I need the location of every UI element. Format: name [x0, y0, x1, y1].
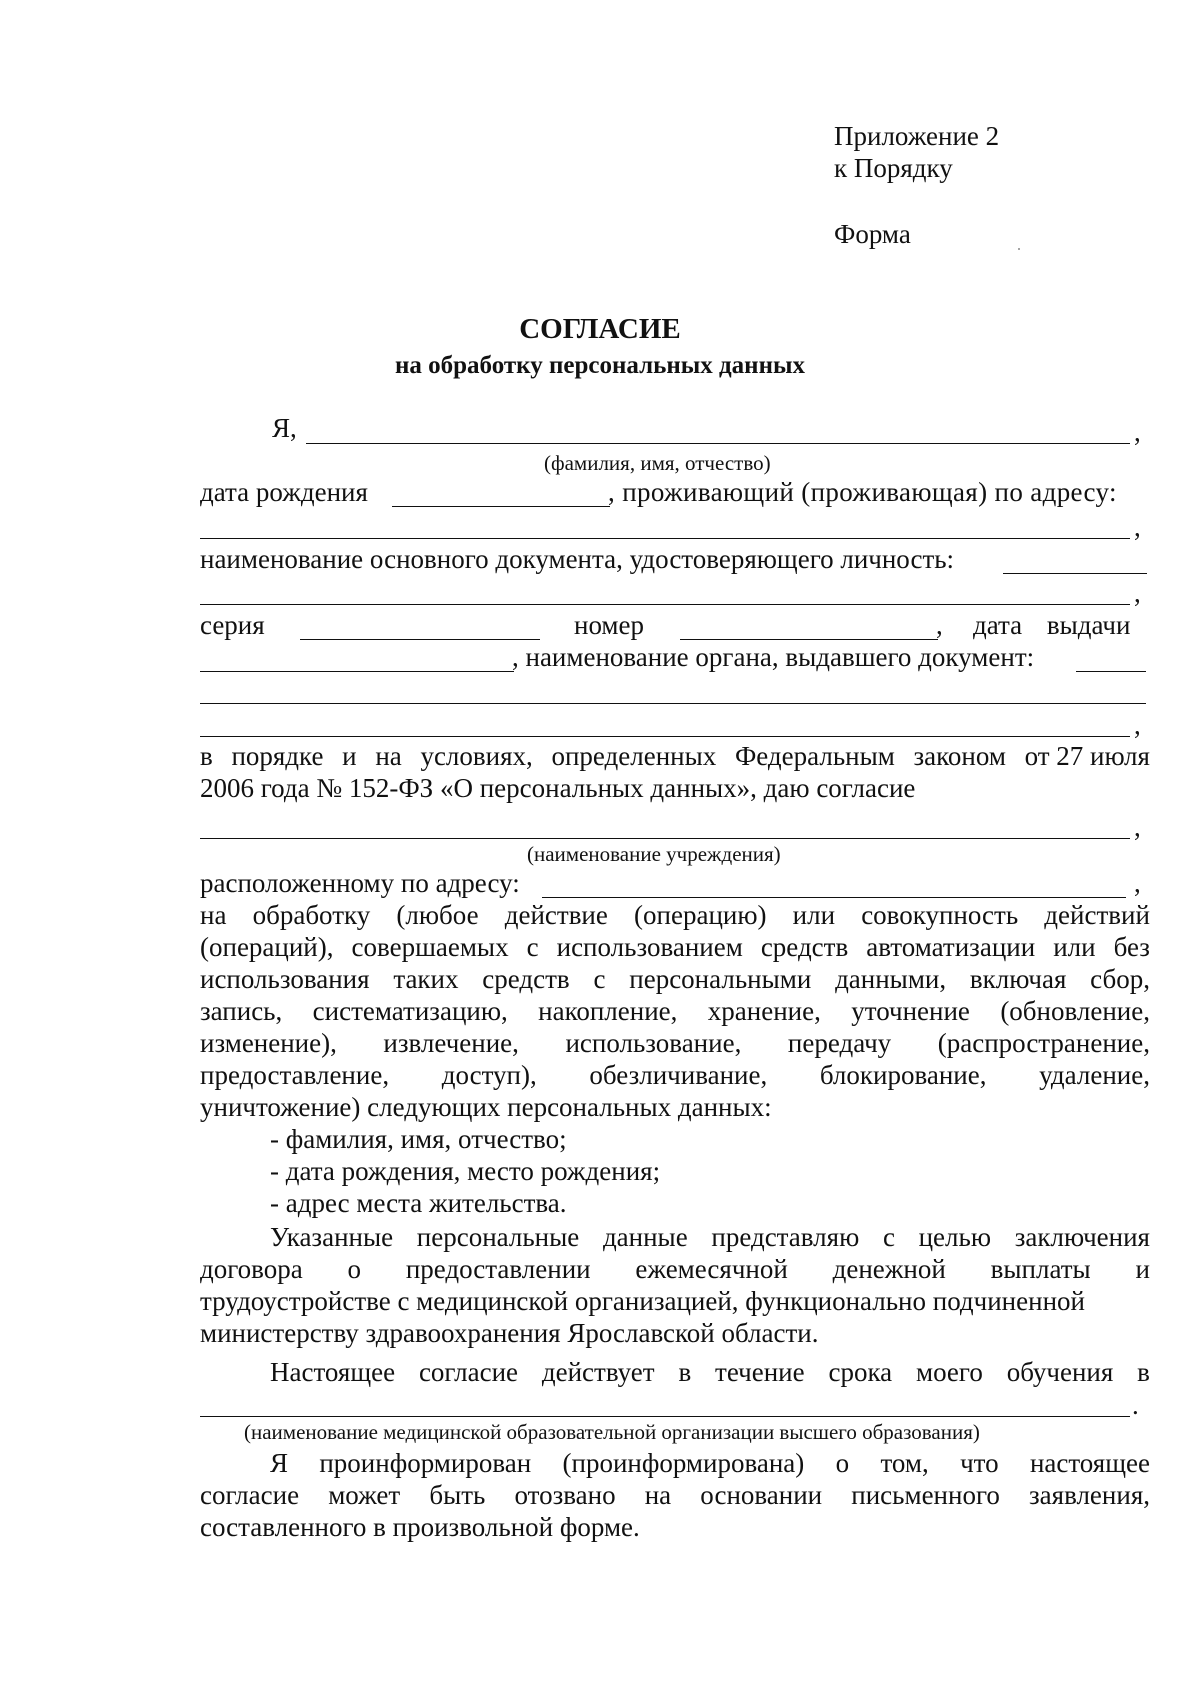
word: передачу [787, 1028, 892, 1058]
document-field[interactable] [200, 604, 1130, 605]
word: блокирование, [819, 1060, 987, 1090]
word: том, [880, 1448, 929, 1478]
word: таких [393, 964, 459, 994]
purpose-line-4: министерству здравоохранения Ярославской области. [200, 1318, 819, 1348]
processing-line-1 [200, 899, 1150, 931]
purpose-line-2 [200, 1253, 1150, 1285]
issue-date-field[interactable] [200, 671, 514, 672]
processing-line-3 [200, 963, 1150, 995]
document-field-start[interactable] [1003, 573, 1147, 574]
informed-line-3: составленного в произвольной форме. [200, 1512, 640, 1542]
word: обучения [1006, 1357, 1114, 1387]
informed-line-2 [200, 1479, 1150, 1511]
med-org-field[interactable] [200, 1416, 1130, 1417]
word: и [1135, 1254, 1150, 1284]
word: (операцию) [634, 900, 767, 930]
word: заключения [1014, 1222, 1150, 1252]
word: доступ), [441, 1060, 537, 1090]
word: в [200, 741, 213, 771]
i-prefix: Я, [272, 413, 297, 443]
validity-line-1 [270, 1356, 1150, 1388]
issue-date-label: дата выдачи [973, 610, 1131, 640]
located-label: расположенному по адресу: [200, 868, 520, 898]
word: о [347, 1254, 361, 1284]
word: согласие [200, 1480, 300, 1510]
address-field[interactable] [200, 538, 1130, 539]
word: автоматизации [866, 932, 1036, 962]
word: Я [270, 1448, 289, 1478]
word: о [835, 1448, 850, 1478]
word: данными, [835, 964, 947, 994]
form-label: Форма [834, 219, 911, 249]
word: или [1053, 932, 1096, 962]
word: Указанные [270, 1222, 394, 1252]
issuer-comma: , [1134, 710, 1141, 740]
word: (распространение, [937, 1028, 1150, 1058]
word: сбор, [1090, 964, 1150, 994]
word: что [960, 1448, 999, 1478]
word: моего [916, 1357, 983, 1387]
word: с [882, 1222, 895, 1252]
issuer-label: , наименование органа, выдавшего документ: [512, 642, 1035, 672]
processing-line-5 [200, 1027, 1150, 1059]
processing-line-4 [200, 995, 1150, 1027]
word: целью [918, 1222, 992, 1252]
word: письменного [851, 1480, 1000, 1510]
word: извлечение, [383, 1028, 519, 1058]
word: предоставлении [405, 1254, 591, 1284]
word: настоящее [1029, 1448, 1150, 1478]
word: в [1137, 1357, 1150, 1387]
word: обработку [252, 900, 371, 930]
order-reference: к Порядку [834, 153, 953, 183]
word: накопление, [538, 996, 678, 1026]
law-line-2: 2006 года № 152-ФЗ «О персональных данных», даю согласие [200, 773, 916, 803]
word: (обновление, [1000, 996, 1150, 1026]
word: (проинформирована) [562, 1448, 805, 1478]
word: на [375, 741, 402, 771]
word: заявления, [1029, 1480, 1150, 1510]
page-title: СОГЛАСИЕ [519, 313, 681, 345]
series-field[interactable] [300, 639, 540, 640]
issuer-field-start[interactable] [1076, 671, 1146, 672]
list-item: - фамилия, имя, отчество; [270, 1124, 567, 1154]
word: денежной [832, 1254, 946, 1284]
word: действий [1044, 900, 1150, 930]
word: срока [828, 1357, 893, 1387]
word: использование, [565, 1028, 742, 1058]
number-label: номер [574, 610, 645, 640]
word: действует [541, 1357, 655, 1387]
word: может [328, 1480, 401, 1510]
scan-speck [1018, 248, 1020, 250]
word: удаление, [1039, 1060, 1150, 1090]
word: основании [700, 1480, 823, 1510]
law-line-1 [200, 740, 1150, 772]
document-comma: , [1134, 578, 1141, 608]
purpose-line-1 [270, 1221, 1150, 1253]
word: течение [715, 1357, 805, 1387]
institution-comma: , [1134, 812, 1141, 842]
word: (любое [396, 900, 479, 930]
word: в [678, 1357, 692, 1387]
word: с [526, 932, 539, 962]
word: определенных [551, 741, 717, 771]
word: с [593, 964, 606, 994]
word: условиях, [420, 741, 533, 771]
number-field[interactable] [680, 639, 938, 640]
word: уточнение [851, 996, 970, 1026]
location-field[interactable] [542, 897, 1126, 898]
word: законом [913, 741, 1006, 771]
word: использованием [556, 932, 743, 962]
word: порядке [231, 741, 324, 771]
birth-label: дата рождения [200, 477, 368, 507]
issuer-field[interactable] [200, 703, 1146, 704]
word: изменение), [200, 1028, 337, 1058]
word: средств [482, 964, 570, 994]
word: включая [969, 964, 1067, 994]
word: (операций), [200, 932, 334, 962]
institution-hint: (наименование учреждения) [527, 842, 781, 866]
issuer-field-continued[interactable] [200, 736, 1130, 737]
number-comma: , [936, 610, 943, 640]
word: быть [429, 1480, 486, 1510]
word: средств [760, 932, 849, 962]
word: на [200, 900, 227, 930]
address-comma: , [1134, 512, 1141, 542]
document-label: наименование основного документа, удостоверяющего личность: [200, 544, 955, 574]
word: Федеральным [734, 741, 895, 771]
word: персональные [416, 1222, 580, 1252]
residing-label: , проживающий (проживающая) по адресу: [608, 477, 1117, 507]
processing-line-2 [200, 931, 1150, 963]
appendix-label: Приложение 2 [834, 121, 1000, 151]
word: без [1113, 932, 1150, 962]
med-org-period: . [1132, 1390, 1139, 1420]
word: персональными [629, 964, 812, 994]
word: действие [504, 900, 608, 930]
word: отозвано [514, 1480, 616, 1510]
processing-line-6 [200, 1059, 1150, 1091]
word: запись, [200, 996, 283, 1026]
med-org-hint: (наименование медицинской образовательной организации высшего образования) [244, 1420, 980, 1444]
institution-field[interactable] [200, 838, 1130, 839]
word: на [644, 1480, 672, 1510]
list-item: - дата рождения, место рождения; [270, 1156, 661, 1186]
word: обезличивание, [589, 1060, 768, 1090]
location-comma: , [1134, 868, 1141, 898]
fio-comma: , [1134, 417, 1141, 447]
word: представляю [711, 1222, 860, 1252]
purpose-line-3: трудоустройстве с медицинской организацией, функционально подчиненной [200, 1286, 1085, 1316]
series-label: серия [200, 610, 265, 640]
word: или [792, 900, 836, 930]
word: проинформирован [319, 1448, 532, 1478]
page-subtitle: на обработку персональных данных [395, 352, 805, 379]
word: предоставление, [200, 1060, 390, 1090]
fio-field[interactable] [306, 443, 1130, 444]
fio-hint: (фамилия, имя, отчество) [544, 451, 771, 475]
word: и [342, 741, 357, 771]
informed-line-1 [270, 1447, 1150, 1479]
word: совокупность [861, 900, 1019, 930]
birth-date-field[interactable] [392, 506, 610, 507]
processing-line-7: уничтожение) следующих персональных данных: [200, 1092, 772, 1122]
word: использования [200, 964, 370, 994]
word: согласие [418, 1357, 518, 1387]
list-item: - адрес места жительства. [270, 1188, 567, 1218]
word: данные [602, 1222, 688, 1252]
word: от 27 июля [1024, 741, 1150, 771]
word: договора [200, 1254, 303, 1284]
word: совершаемых [351, 932, 509, 962]
word: ежемесячной [635, 1254, 788, 1284]
word: хранение, [707, 996, 821, 1026]
word: систематизацию, [312, 996, 508, 1026]
word: выплаты [990, 1254, 1091, 1284]
word: Настоящее [270, 1357, 396, 1387]
